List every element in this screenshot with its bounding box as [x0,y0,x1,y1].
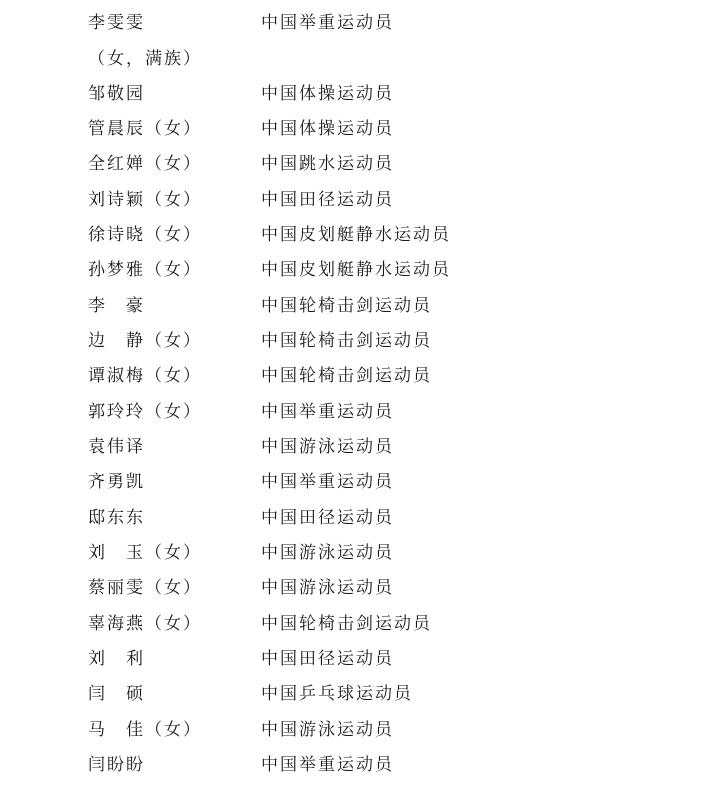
athlete-title: 中国跳水运动员 [261,154,394,174]
list-item [0,467,701,497]
athlete-title: 中国游泳运动员 [261,720,394,740]
athlete-name: 李 豪 [88,296,145,316]
athlete-name: 李雯雯 [88,13,145,33]
athlete-title: 中国皮划艇静水运动员 [261,260,451,280]
athlete-title: 中国体操运动员 [261,119,394,139]
athlete-name: 刘 玉（女） [88,543,202,563]
athlete-name: 蔡丽雯（女） [88,578,202,598]
athlete-name: 郭玲玲（女） [88,402,202,422]
athlete-title: 中国游泳运动员 [261,578,394,598]
list-item [0,326,701,356]
list-item [0,715,701,745]
list-item [0,185,701,215]
list-item [0,609,701,639]
athlete-title: 中国举重运动员 [261,402,394,422]
list-item [0,8,701,38]
athlete-name: 闫 硕 [88,684,145,704]
athlete-name: 马 佳（女） [88,720,202,740]
athlete-title: 中国乒乓球运动员 [261,684,413,704]
list-item [0,149,701,179]
list-item [0,432,701,462]
athlete-name: 齐勇凯 [88,472,145,492]
list-item [0,44,701,74]
athlete-name: 闫盼盼 [88,755,145,775]
list-item [0,291,701,321]
athlete-name: 袁伟译 [88,437,145,457]
list-item [0,679,701,709]
athlete-name: 邹敬园 [88,84,145,104]
athlete-name: 刘诗颖（女） [88,190,202,210]
list-item [0,255,701,285]
athlete-title: 中国体操运动员 [261,84,394,104]
athlete-title: 中国田径运动员 [261,190,394,210]
athlete-name: 管晨辰（女） [88,119,202,139]
list-item [0,573,701,603]
list-item [0,397,701,427]
athlete-name: 徐诗晓（女） [88,225,202,245]
list-item [0,114,701,144]
list-item [0,503,701,533]
list-item [0,750,701,780]
athlete-name: 辜海燕（女） [88,614,202,634]
list-item [0,361,701,391]
athlete-title: 中国轮椅击剑运动员 [261,614,432,634]
athlete-title: 中国举重运动员 [261,472,394,492]
athlete-name: 刘 利 [88,649,145,669]
athlete-name: （女，满族） [88,49,202,69]
athlete-name: 邸东东 [88,508,145,528]
athlete-title: 中国轮椅击剑运动员 [261,331,432,351]
list-item [0,644,701,674]
athlete-name: 边 静（女） [88,331,202,351]
list-item [0,79,701,109]
list-item [0,538,701,568]
list-item [0,220,701,250]
athlete-title: 中国游泳运动员 [261,543,394,563]
athlete-title: 中国举重运动员 [261,755,394,775]
athlete-title: 中国轮椅击剑运动员 [261,296,432,316]
athlete-name: 孙梦雅（女） [88,260,202,280]
athlete-title: 中国田径运动员 [261,508,394,528]
athlete-title: 中国轮椅击剑运动员 [261,366,432,386]
athlete-name: 谭淑梅（女） [88,366,202,386]
athlete-title: 中国皮划艇静水运动员 [261,225,451,245]
athlete-name: 全红婵（女） [88,154,202,174]
athlete-title: 中国田径运动员 [261,649,394,669]
athlete-title: 中国游泳运动员 [261,437,394,457]
athlete-title: 中国举重运动员 [261,13,394,33]
